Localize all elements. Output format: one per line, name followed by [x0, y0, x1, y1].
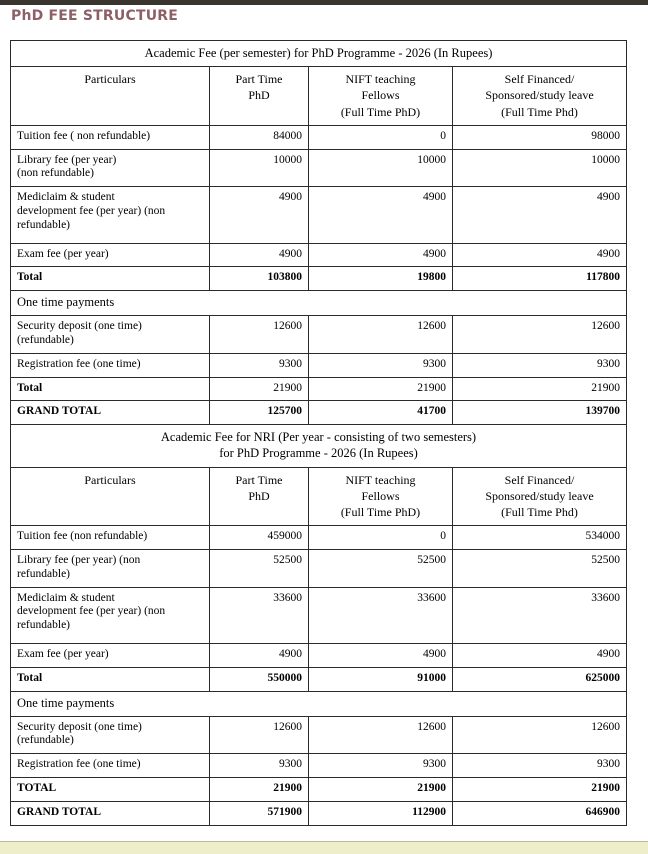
- grand-total-part-time: 571900: [210, 801, 309, 825]
- header-part-time-line2: PhD: [248, 88, 270, 103]
- cell-part-time: 12600: [210, 716, 309, 754]
- table-row: [11, 716, 627, 754]
- row-label-line1: Tuition fee (non refundable): [17, 530, 148, 543]
- column-header-row: [11, 67, 627, 126]
- total-part-time: 550000: [210, 667, 309, 691]
- row-label: [11, 187, 210, 243]
- section-banner-row: [11, 41, 627, 67]
- row-label: [11, 587, 210, 643]
- table-row: [11, 587, 627, 643]
- row-label-line2: refundable): [17, 567, 70, 580]
- header-self-line1: Self Financed/: [504, 472, 575, 487]
- row-label-line1: Library fee (per year) (non: [17, 554, 141, 567]
- section-2-banner: [11, 425, 627, 468]
- total-nift: 91000: [309, 667, 453, 691]
- cell-self-financed: 4900: [453, 243, 627, 267]
- row-label-line2: development fee (per year) (non: [17, 605, 166, 618]
- cell-part-time: 4900: [210, 187, 309, 243]
- total-row: [11, 377, 627, 401]
- cell-self-financed: 4900: [453, 644, 627, 668]
- header-nift-line3: (Full Time PhD): [340, 104, 421, 119]
- cell-part-time: 4900: [210, 243, 309, 267]
- header-self-line3: (Full Time Phd): [501, 505, 578, 520]
- cell-self-financed: 12600: [453, 716, 627, 754]
- grand-total-label: GRAND TOTAL: [11, 801, 210, 825]
- cell-nift: 9300: [309, 353, 453, 377]
- row-label-line2: development fee (per year) (non: [17, 205, 166, 217]
- table-row: [11, 526, 627, 550]
- total-row: [11, 267, 627, 291]
- row-label: [11, 644, 210, 668]
- header-part-time-line2: PhD: [248, 488, 270, 503]
- total-nift: 21900: [309, 377, 453, 401]
- cell-part-time: 33600: [210, 587, 309, 643]
- row-label: [11, 243, 210, 267]
- total-row: [11, 667, 627, 691]
- row-label-line1: Security deposit (one time): [17, 320, 142, 333]
- total-row: [11, 778, 627, 802]
- header-nift-line2: Fellows: [361, 488, 400, 503]
- row-label: [11, 353, 210, 377]
- row-label-line1: Registration fee (one time): [17, 357, 141, 370]
- row-label-line1: Mediclaim & student: [17, 191, 115, 204]
- row-label: [11, 550, 210, 588]
- row-label: [11, 526, 210, 550]
- cell-self-financed: 10000: [453, 149, 627, 187]
- table-row: [11, 550, 627, 588]
- section-2-banner-line2: for PhD Programme - 2026 (In Rupees): [219, 446, 418, 461]
- grand-total-label: GRAND TOTAL: [11, 401, 210, 425]
- table-row: [11, 149, 627, 187]
- header-self-line2: Sponsored/study leave: [485, 88, 594, 103]
- column-header-row: [11, 467, 627, 526]
- header-nift-line3: (Full Time PhD): [340, 505, 421, 520]
- header-part-time-line1: Part Time: [235, 72, 283, 87]
- header-nift-teaching-fellows: [309, 467, 453, 526]
- cell-self-financed: 33600: [453, 587, 627, 643]
- cell-part-time: 10000: [210, 149, 309, 187]
- total-label: TOTAL: [11, 778, 210, 802]
- row-label: [11, 316, 210, 354]
- total-nift: 21900: [309, 778, 453, 802]
- fee-table-container: [10, 40, 626, 826]
- grand-total-nift: 112900: [309, 801, 453, 825]
- cell-part-time: 4900: [210, 644, 309, 668]
- page-bottom-band: [0, 841, 648, 854]
- header-nift-line1: NIFT teaching: [345, 72, 416, 87]
- cell-part-time: 9300: [210, 353, 309, 377]
- total-self-financed: 625000: [453, 667, 627, 691]
- total-label: Total: [11, 667, 210, 691]
- cell-part-time: 12600: [210, 316, 309, 354]
- header-part-time-line1: Part Time: [235, 472, 283, 487]
- row-label-line3: refundable): [17, 619, 70, 632]
- grand-total-part-time: 125700: [210, 401, 309, 425]
- cell-nift: 10000: [309, 149, 453, 187]
- header-self-financed: [453, 467, 627, 526]
- table-row: [11, 754, 627, 778]
- row-label-line3: refundable): [17, 218, 70, 231]
- row-label: [11, 149, 210, 187]
- header-self-financed: [453, 67, 627, 126]
- table-row: [11, 125, 627, 149]
- header-part-time-phd: [210, 467, 309, 526]
- phd-fee-table: [10, 40, 627, 826]
- page-title: PhD FEE STRUCTURE: [11, 8, 179, 24]
- cell-part-time: 84000: [210, 125, 309, 149]
- cell-self-financed: 9300: [453, 353, 627, 377]
- cell-part-time: 459000: [210, 526, 309, 550]
- total-self-financed: 21900: [453, 778, 627, 802]
- row-label: [11, 754, 210, 778]
- header-part-time-phd: [210, 67, 309, 126]
- cell-self-financed: 534000: [453, 526, 627, 550]
- cell-nift: 9300: [309, 754, 453, 778]
- total-self-financed: 117800: [453, 267, 627, 291]
- subsection-one-time-payments: One time payments: [11, 291, 627, 316]
- grand-total-row: [11, 401, 627, 425]
- section-1-banner: Academic Fee (per semester) for PhD Programme - 2026 (In Rupees): [11, 41, 627, 67]
- page-top-strip: [0, 0, 648, 5]
- total-part-time: 103800: [210, 267, 309, 291]
- table-row: [11, 187, 627, 243]
- total-label: Total: [11, 267, 210, 291]
- row-label-line1: Mediclaim & student: [17, 591, 115, 604]
- cell-nift: 52500: [309, 550, 453, 588]
- cell-part-time: 9300: [210, 754, 309, 778]
- row-label-line1: Tuition fee ( non refundable): [17, 129, 151, 142]
- row-label-line2: (non refundable): [17, 167, 94, 180]
- cell-part-time: 52500: [210, 550, 309, 588]
- total-nift: 19800: [309, 267, 453, 291]
- header-nift-teaching-fellows: [309, 67, 453, 126]
- cell-nift: 4900: [309, 187, 453, 243]
- cell-nift: 0: [309, 125, 453, 149]
- cell-self-financed: 4900: [453, 187, 627, 243]
- cell-nift: 0: [309, 526, 453, 550]
- row-label: [11, 716, 210, 754]
- table-row: [11, 243, 627, 267]
- row-label: [11, 125, 210, 149]
- header-nift-line1: NIFT teaching: [345, 472, 416, 487]
- cell-self-financed: 52500: [453, 550, 627, 588]
- cell-nift: 4900: [309, 243, 453, 267]
- cell-nift: 33600: [309, 587, 453, 643]
- row-label-line1: Security deposit (one time): [17, 720, 142, 733]
- row-label-line1: Exam fee (per year): [17, 247, 109, 260]
- grand-total-nift: 41700: [309, 401, 453, 425]
- row-label-line2: (refundable): [17, 734, 74, 747]
- cell-self-financed: 12600: [453, 316, 627, 354]
- header-nift-line2: Fellows: [361, 88, 400, 103]
- grand-total-row: [11, 801, 627, 825]
- subsection-row: [11, 691, 627, 716]
- header-self-line1: Self Financed/: [504, 72, 575, 87]
- cell-nift: 12600: [309, 716, 453, 754]
- total-part-time: 21900: [210, 377, 309, 401]
- total-label: Total: [11, 377, 210, 401]
- row-label-line2: (refundable): [17, 333, 74, 346]
- cell-nift: 4900: [309, 644, 453, 668]
- section-2-banner-line1: Academic Fee for NRI (Per year - consisting of two semesters): [160, 430, 477, 445]
- total-part-time: 21900: [210, 778, 309, 802]
- row-label-line1: Registration fee (one time): [17, 758, 141, 771]
- section-banner-row: [11, 425, 627, 468]
- cell-nift: 12600: [309, 316, 453, 354]
- header-particulars: Particulars: [11, 467, 210, 526]
- row-label-line1: Exam fee (per year): [17, 648, 109, 661]
- table-row: [11, 353, 627, 377]
- subsection-one-time-payments: One time payments: [11, 691, 627, 716]
- cell-self-financed: 98000: [453, 125, 627, 149]
- header-self-line2: Sponsored/study leave: [485, 488, 594, 503]
- total-self-financed: 21900: [453, 377, 627, 401]
- table-row: [11, 644, 627, 668]
- header-self-line3: (Full Time Phd): [501, 104, 578, 119]
- table-row: [11, 316, 627, 354]
- cell-self-financed: 9300: [453, 754, 627, 778]
- grand-total-self-financed: 139700: [453, 401, 627, 425]
- row-label-line1: Library fee (per year): [17, 153, 117, 166]
- header-particulars: Particulars: [11, 67, 210, 126]
- subsection-row: [11, 291, 627, 316]
- grand-total-self-financed: 646900: [453, 801, 627, 825]
